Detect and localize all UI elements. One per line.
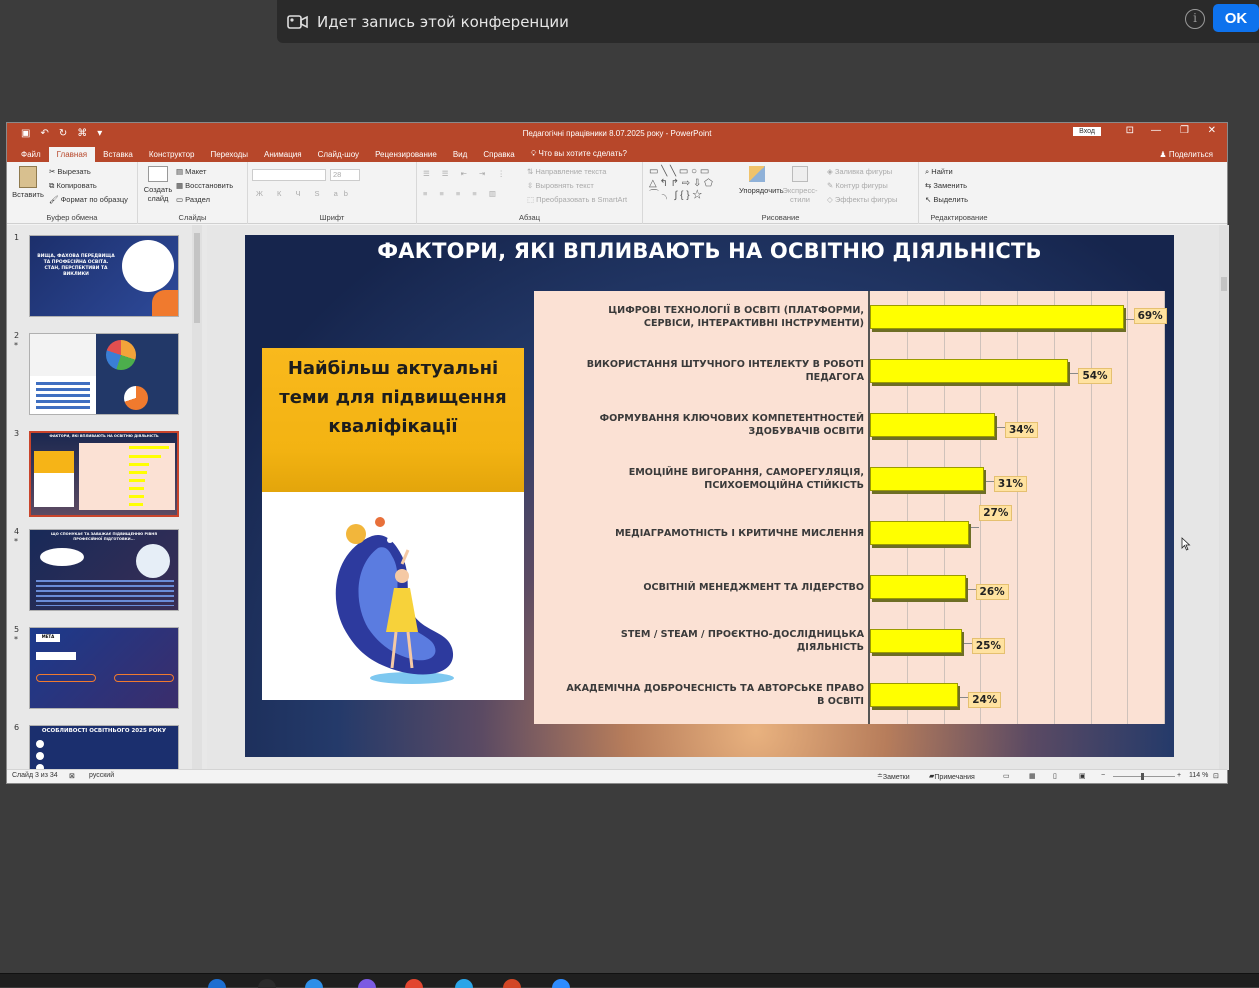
grid-line — [944, 291, 945, 724]
taskbar — [0, 973, 1259, 987]
thumb-donut — [106, 340, 136, 370]
slides-group — [138, 162, 248, 224]
section-icon: ▭ — [176, 195, 185, 204]
thumb-bars — [36, 580, 174, 606]
shape-outline-label: Контур фигуры — [835, 181, 887, 190]
thumb-white-card — [34, 473, 74, 507]
share-label: Поделиться — [1169, 150, 1213, 159]
copy-label: Копировать — [56, 181, 96, 190]
label-leader-line — [968, 589, 976, 590]
fit-slide-icon[interactable]: ⊡ — [1213, 772, 1219, 780]
font-style-buttons[interactable]: Ж К Ч S ab — [256, 189, 354, 198]
category-label: АКАДЕМІЧНА ДОБРОЧЕСНІСТЬ ТА АВТОРСЬКЕ ПРАВО В ОСВІТІ — [564, 682, 864, 708]
label-leader-line — [1070, 373, 1078, 374]
category-label: ФОРМУВАННЯ КЛЮЧОВИХ КОМПЕТЕНТНОСТЕЙ ЗДОБУВАЧІВ ОСВІТИ — [564, 412, 864, 438]
grid-line — [1017, 291, 1018, 724]
clipboard-group-label: Буфер обмена — [7, 213, 137, 222]
grid-line — [1127, 291, 1128, 724]
quick-styles-icon — [792, 166, 808, 182]
clipboard-group — [7, 162, 138, 224]
label-leader-line — [960, 697, 968, 698]
restore-icon[interactable]: ❐ — [1180, 125, 1189, 136]
slide-thumbnail-2[interactable] — [29, 333, 179, 415]
notes-button[interactable]: ≐ Заметки — [877, 772, 883, 780]
data-label: 69% — [1134, 308, 1167, 324]
cut-label: Вырезать — [57, 167, 90, 176]
person-icon: ♟ — [1159, 150, 1168, 159]
slide-thumbnail-5[interactable] — [29, 627, 179, 709]
slide-thumbnail-3[interactable] — [29, 431, 179, 517]
thumb-star: * — [14, 341, 18, 350]
find-button[interactable] — [925, 167, 953, 177]
slide-editor — [207, 225, 1229, 770]
video-camera-icon — [287, 14, 309, 30]
thumb-number: 2 — [14, 331, 19, 340]
slides-group-label: Слайды — [138, 213, 247, 222]
shape-fill-label: Заливка фигуры — [835, 167, 892, 176]
thumb-chart — [79, 443, 175, 510]
category-label: ВИКОРИСТАННЯ ШТУЧНОГО ІНТЕЛЕКТУ В РОБОТІ ПЕДАГОГА — [564, 358, 864, 384]
thumb-pie — [124, 386, 148, 410]
shape-effects-button[interactable] — [827, 195, 897, 204]
paragraph-group-label: Абзац — [417, 213, 642, 222]
normal-view-icon[interactable]: ▭ — [1003, 772, 1010, 780]
search-icon: ⌕ — [925, 167, 931, 176]
card-title: Найбільш актуальні теми для підвищення кваліфікації — [262, 354, 524, 441]
grid-line — [1054, 291, 1055, 724]
zoom-in-icon[interactable]: + — [1177, 772, 1181, 779]
select-button[interactable] — [925, 195, 968, 204]
chart-bar — [870, 305, 1124, 329]
section-label: Раздел — [185, 195, 210, 204]
title-bar — [7, 123, 1227, 143]
font-size-box[interactable]: 28 — [330, 169, 360, 181]
chart-bar — [870, 359, 1068, 383]
thumb-bullet — [36, 740, 44, 748]
editor-scrollbar[interactable] — [1219, 225, 1229, 770]
replace-icon: ⇆ — [925, 181, 933, 190]
label-leader-line — [997, 427, 1005, 428]
powerpoint-window — [6, 122, 1228, 784]
thumb-oval — [114, 674, 174, 682]
thumb-bullet — [36, 752, 44, 760]
category-label: STEM / STEAM / ПРОЄКТНО-ДОСЛІДНИЦЬКА ДІЯЛЬНІСТЬ — [564, 628, 864, 654]
scissors-icon: ✂ — [49, 167, 57, 176]
grid-line — [1164, 291, 1165, 724]
tab-help[interactable]: Справка — [475, 147, 522, 162]
replace-button[interactable] — [925, 181, 967, 190]
category-label: ОСВІТНІЙ МЕНЕДЖМЕНТ ТА ЛІДЕРСТВО — [564, 581, 864, 594]
ok-button[interactable]: OK — [1213, 4, 1259, 32]
text-direction-icon: ⇅ — [527, 167, 535, 176]
info-icon[interactable]: i — [1185, 9, 1205, 29]
thumb-illustration — [122, 240, 174, 292]
zoom-slider-thumb[interactable] — [1141, 773, 1144, 780]
tab-view[interactable]: Вид — [445, 147, 475, 162]
thumb-number: 3 — [14, 429, 19, 438]
reset-label: Восстановить — [185, 181, 233, 190]
cut-button[interactable] — [49, 167, 91, 176]
lightbulb-icon: 💡︎ — [531, 149, 539, 158]
recording-banner — [277, 0, 1259, 43]
undo-icon[interactable]: ↶ — [40, 128, 48, 139]
slide-counter: Слайд 3 из 34 — [12, 772, 58, 779]
tab-slideshow[interactable]: Слайд-шоу — [310, 147, 367, 162]
thumb-star: * — [14, 635, 18, 644]
arrange-label: Упорядочить — [739, 186, 775, 195]
align-text-label: Выровнять текст — [535, 181, 593, 190]
slide-title: ФАКТОРИ, ЯКІ ВПЛИВАЮТЬ НА ОСВІТНЮ ДІЯЛЬНІСТЬ — [245, 239, 1174, 263]
current-slide[interactable] — [245, 235, 1174, 757]
comments-button[interactable]: ▰ Примечания — [929, 772, 934, 780]
tab-file[interactable]: Файл — [13, 147, 49, 162]
shape-outline-button[interactable] — [827, 181, 888, 190]
data-label: 34% — [1005, 422, 1038, 438]
align-buttons[interactable]: ≡ ≡ ≡ ≡ ▥ — [423, 189, 501, 198]
thumb-number: 6 — [14, 723, 19, 732]
mouse-cursor-icon — [1181, 537, 1191, 551]
format-painter-button[interactable] — [49, 195, 128, 204]
shapes-gallery[interactable]: ▭ ╲ ╲ ▭ ○ ▭ △ ↰ ↱ ⇨ ⇩ ⬠ ⌒ ╮ ∫ { } ☆ — [649, 166, 733, 202]
minimize-icon[interactable]: — — [1151, 125, 1161, 136]
tab-review[interactable]: Рецензирование — [367, 147, 445, 162]
align-text-button[interactable] — [527, 181, 594, 190]
copy-button[interactable] — [49, 181, 97, 191]
brush-icon: 🖌︎ — [49, 195, 61, 204]
smartart-label: Преобразовать в SmartArt — [536, 195, 627, 204]
ribbon — [7, 162, 1227, 224]
pointer-icon: ↖ — [925, 195, 933, 204]
paste-icon — [19, 166, 37, 188]
paste-button[interactable] — [11, 166, 45, 199]
select-label: Выделить — [933, 195, 968, 204]
fill-icon: ◈ — [827, 167, 835, 176]
zoom-level[interactable]: 114 % — [1189, 772, 1208, 779]
thumb-speech-bubble — [40, 548, 84, 566]
menu-bar — [7, 143, 1227, 162]
data-label: 31% — [994, 476, 1027, 492]
redo-icon[interactable]: ↻ — [59, 128, 67, 139]
ribbon-display-icon[interactable]: ⊡ — [1126, 125, 1134, 136]
format-painter-label: Формат по образцу — [61, 195, 128, 204]
grid-line — [1091, 291, 1092, 724]
slideshow-view-icon[interactable]: ▣ — [1079, 772, 1086, 780]
layout-button[interactable] — [176, 167, 206, 176]
bar-chart — [534, 291, 1164, 724]
effects-icon: ◇ — [827, 195, 835, 204]
outline-icon: ✎ — [827, 181, 835, 190]
reading-view-icon[interactable]: ▯ — [1053, 772, 1057, 780]
editing-group — [919, 162, 999, 224]
thumbnails-scrollbar[interactable] — [192, 225, 202, 770]
window-title: Педагогічні працівники 8.07.2025 року - PowerPoint — [7, 129, 1227, 138]
new-slide-icon — [148, 166, 168, 182]
thumb-star: * — [14, 537, 18, 546]
label-leader-line — [964, 643, 972, 644]
quick-styles-label: Экспресс-стили — [783, 186, 818, 204]
chart-bar — [870, 413, 995, 437]
category-label: ЕМОЦІЙНЕ ВИГОРАННЯ, САМОРЕГУЛЯЦІЯ, ПСИХОЕМОЦІЙНА СТІЙКІСТЬ — [564, 466, 864, 492]
status-bar — [7, 769, 1227, 783]
chart-bar — [870, 629, 962, 653]
spell-check-icon[interactable]: ⊠ — [69, 772, 75, 780]
tab-design[interactable]: Конструктор — [141, 147, 203, 162]
chart-bar — [870, 467, 984, 491]
thumb-yellow-card — [34, 451, 74, 473]
category-label: ЦИФРОВІ ТЕХНОЛОГІЇ В ОСВІТІ (ПЛАТФОРМИ, СЕРВІСИ, ІНТЕРАКТИВНІ ІНСТРУМЕНТИ) — [564, 304, 864, 330]
tab-insert[interactable]: Вставка — [95, 147, 141, 162]
reset-icon: ▦ — [176, 181, 185, 190]
data-label: 27% — [979, 505, 1012, 521]
thumb-label-box — [36, 652, 76, 660]
text-direction-button[interactable] — [527, 167, 606, 176]
close-icon[interactable]: ✕ — [1208, 125, 1216, 136]
thumb-number: 5 — [14, 625, 19, 634]
thumb-title: ОСОБЛИВОСТІ ОСВІТНЬОГО 2025 РОКУ — [30, 728, 178, 734]
list-buttons[interactable]: ☰ ☰ ⇤ ⇥ ⋮ — [423, 169, 510, 178]
new-slide-button[interactable] — [142, 166, 174, 203]
font-name-box[interactable] — [252, 169, 326, 181]
tab-transitions[interactable]: Переходы — [202, 147, 256, 162]
illustration-card — [262, 492, 524, 700]
section-button[interactable] — [176, 195, 210, 204]
zoom-slider[interactable] — [1113, 776, 1175, 777]
new-slide-label: Создать слайд — [142, 185, 174, 203]
drawing-group — [643, 162, 919, 224]
slide-thumbnails-pane — [7, 225, 207, 770]
slide-thumbnail-6[interactable] — [29, 725, 179, 770]
tell-me-box[interactable] — [523, 146, 635, 162]
chart-bar — [870, 683, 958, 707]
slide-thumbnail-1[interactable] — [29, 235, 179, 317]
reset-button[interactable] — [176, 181, 233, 190]
font-group-label: Шрифт — [248, 213, 416, 222]
thumb-title: МЕТА — [36, 634, 60, 642]
thumb-illustration — [30, 334, 96, 376]
thumb-bars — [36, 382, 90, 410]
grid-line — [907, 291, 908, 724]
data-label: 25% — [972, 638, 1005, 654]
thumb-number: 4 — [14, 527, 19, 536]
copy-icon: ⧉ — [49, 181, 56, 190]
thumb-shape — [152, 290, 178, 316]
comments-label: Примечания — [934, 774, 974, 781]
language-indicator[interactable]: русский — [89, 772, 114, 779]
tab-home[interactable]: Главная — [49, 147, 95, 162]
notes-label: Заметки — [883, 774, 910, 781]
arrange-icon — [749, 166, 765, 182]
thumb-title: ФАКТОРИ, ЯКІ ВПЛИВАЮТЬ НА ОСВІТНЮ ДІЯЛЬНІСТЬ — [31, 434, 177, 438]
slideshow-icon[interactable]: ⌘ — [77, 128, 87, 139]
layout-icon: ▤ — [176, 167, 185, 176]
paragraph-group — [417, 162, 643, 224]
thumb-title: ВИЩА, ФАХОВА ПЕРЕДВИЩА ТА ПРОФЕСІЙНА ОСВІТА. СТАН, ПЕРСПЕКТИВИ ТА ВИКЛИКИ — [36, 254, 116, 278]
customize-icon[interactable]: ▾ — [97, 128, 102, 139]
chart-axis-line — [868, 291, 870, 724]
tell-me-text: Что вы хотите сделать? — [539, 149, 627, 158]
login-button[interactable]: Вход — [1073, 127, 1101, 136]
text-direction-label: Направление текста — [535, 167, 606, 176]
woman-illustration — [262, 492, 524, 700]
chart-bar — [870, 575, 966, 599]
replace-label: Заменить — [933, 181, 967, 190]
editing-group-label: Редактирование — [919, 213, 999, 222]
shape-effects-label: Эффекты фигуры — [835, 195, 898, 204]
label-leader-line — [1126, 319, 1134, 320]
smartart-icon: ⬚ — [527, 195, 536, 204]
slide-thumbnail-4[interactable] — [29, 529, 179, 611]
recording-text: Идет запись этой конференции — [317, 13, 569, 31]
align-text-icon: ⇳ — [527, 181, 535, 190]
data-label: 54% — [1078, 368, 1111, 384]
thumb-oval — [36, 674, 96, 682]
data-label: 24% — [968, 692, 1001, 708]
slide-sorter-icon[interactable]: ▦ — [1029, 772, 1036, 780]
data-label: 26% — [976, 584, 1009, 600]
share-button[interactable] — [1159, 150, 1213, 159]
topics-card — [262, 348, 524, 492]
thumb-number: 1 — [14, 233, 19, 242]
find-label: Найти — [931, 167, 952, 176]
drawing-group-label: Рисование — [643, 213, 918, 222]
tab-animations[interactable]: Анимация — [256, 147, 310, 162]
thumb-title: ЩО СПОНУКАЄ ТА ЗАВАЖАЄ ПІДВИЩЕННЮ РІВНЯ ПРОФЕСІЙНОЇ ПІДГОТОВКИ... — [44, 532, 164, 542]
thumb-illustration — [136, 544, 170, 578]
smartart-button[interactable] — [527, 195, 627, 204]
layout-label: Макет — [185, 167, 206, 176]
label-leader-line — [971, 527, 979, 528]
font-group — [248, 162, 417, 224]
paste-label: Вставить — [11, 190, 45, 199]
label-leader-line — [986, 481, 994, 482]
zoom-out-icon[interactable]: − — [1101, 772, 1105, 779]
shape-fill-button[interactable] — [827, 167, 892, 176]
save-icon[interactable]: ▣ — [21, 128, 30, 139]
chart-bar — [870, 521, 969, 545]
quick-styles-button[interactable] — [781, 166, 819, 204]
arrange-button[interactable] — [739, 166, 775, 195]
category-label: МЕДІАГРАМОТНІСТЬ І КРИТИЧНЕ МИСЛЕННЯ — [564, 527, 864, 540]
